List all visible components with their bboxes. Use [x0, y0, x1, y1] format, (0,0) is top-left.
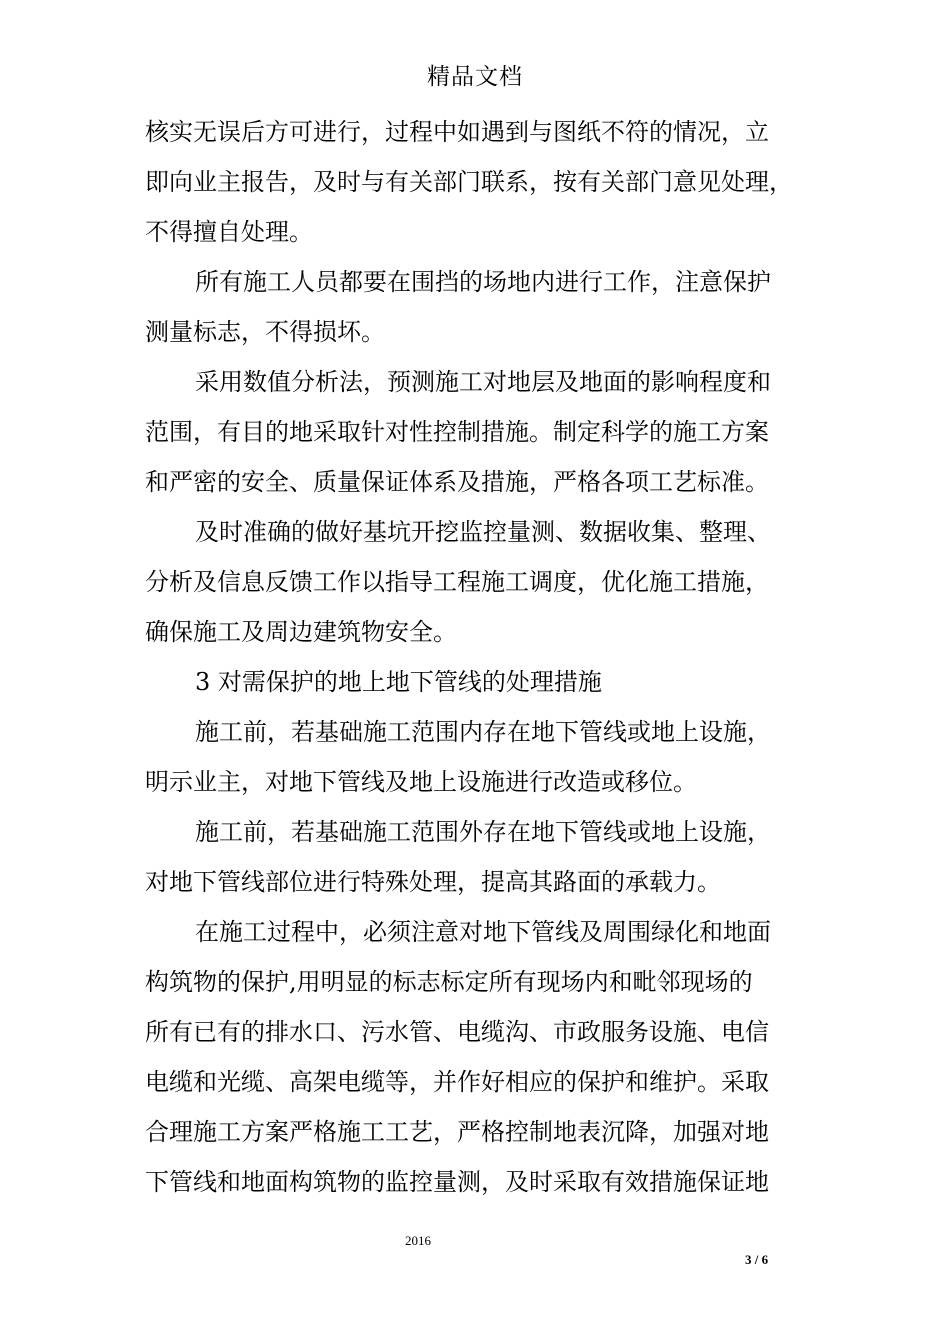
- text-line: 和严密的安全、质量保证体系及措施，严格各项工艺标准。: [145, 468, 769, 496]
- text-line: 在施工过程中，必须注意对地下管线及周围绿化和地面: [195, 918, 771, 946]
- text-line: 即向业主报告，及时与有关部门联系，按有关部门意见处理，: [145, 168, 793, 196]
- text-line: 对地下管线部位进行特殊处理，提高其路面的承载力。: [145, 868, 721, 896]
- text-line: 合理施工方案严格施工工艺，严格控制地表沉降，加强对地: [145, 1118, 769, 1146]
- text-line: 构筑物的保护,用明显的标志标定所有现场内和毗邻现场的: [145, 968, 753, 996]
- text-line: 电缆和光缆、高架电缆等，并作好相应的保护和维护。采取: [145, 1068, 769, 1096]
- footer-year: 2016: [405, 1233, 431, 1248]
- text-line: 及时准确的做好基坑开挖监控量测、数据收集、整理、: [195, 518, 771, 546]
- page-header-title: 精品文档: [427, 64, 523, 90]
- text-line: 确保施工及周边建筑物安全。: [145, 618, 457, 646]
- text-line: 下管线和地面构筑物的监控量测，及时采取有效措施保证地: [145, 1168, 769, 1196]
- text-line: 明示业主，对地下管线及地上设施进行改造或移位。: [145, 768, 697, 796]
- text-line: 分析及信息反馈工作以指导工程施工调度，优化施工措施，: [145, 568, 769, 596]
- text-line: 测量标志，不得损坏。: [145, 318, 385, 346]
- page-number: 3 / 6: [745, 1252, 769, 1267]
- text-line: 核实无误后方可进行，过程中如遇到与图纸不符的情况，立: [145, 118, 769, 146]
- text-line: 施工前，若基础施工范围外存在地下管线或地上设施，: [195, 818, 771, 846]
- text-line: 范围，有目的地采取针对性控制措施。制定科学的施工方案: [145, 418, 769, 446]
- text-line: 所有已有的排水口、污水管、电缆沟、市政服务设施、电信: [145, 1018, 769, 1046]
- section-heading: 3 对需保护的地上地下管线的处理措施: [195, 668, 602, 696]
- text-line: 所有施工人员都要在围挡的场地内进行工作，注意保护: [195, 268, 771, 296]
- text-line: 采用数值分析法，预测施工对地层及地面的影响程度和: [195, 368, 771, 396]
- text-line: 不得擅自处理。: [145, 218, 313, 246]
- text-line: 施工前，若基础施工范围内存在地下管线或地上设施，: [195, 718, 771, 746]
